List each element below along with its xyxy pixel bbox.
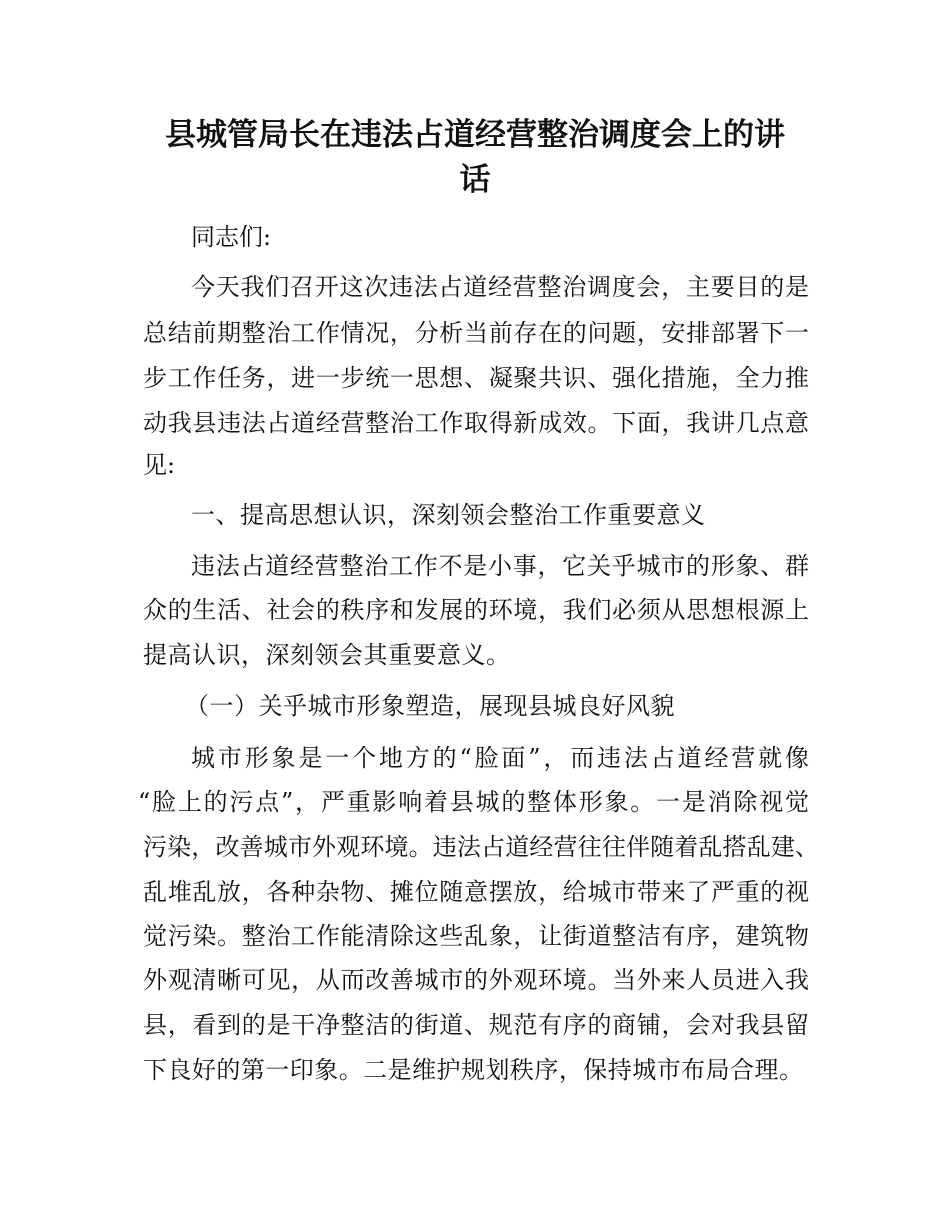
paragraph-3-line: 觉污染。整治工作能清除这些乱象，让街道整洁有序，建筑物	[143, 922, 809, 950]
paragraph-3-line: 下良好的第一印象。二是维护规划秩序，保持城市布局合理。	[143, 1056, 803, 1084]
section-heading-1: 一、提高思想认识，深刻领会整治工作重要意义	[191, 501, 706, 529]
paragraph-2-line: 提高认识，深刻领会其重要意义。	[143, 641, 511, 669]
paragraph-1-line: 见:	[143, 451, 176, 479]
paragraph-3-line: 外观清晰可见，从而改善城市的外观环境。当外来人员进入我	[143, 966, 809, 994]
paragraph-1-line: 总结前期整治工作情况，分析当前存在的问题，安排部署下一	[143, 319, 809, 347]
paragraph-1-line: 今天我们召开这次违法占道经营整治调度会，主要目的是	[191, 273, 809, 301]
paragraph-1-line: 动我县违法占道经营整治工作取得新成效。下面，我讲几点意	[143, 409, 809, 437]
paragraph-3-line: 县，看到的是干净整洁的街道、规范有序的商铺，会对我县留	[143, 1011, 809, 1039]
document-title-line-1: 县城管局长在违法占道经营整治调度会上的讲	[165, 117, 785, 153]
paragraph-3-line: 城市形象是一个地方的“脸面”，而违法占道经营就像	[191, 744, 809, 772]
paragraph-2-line: 众的生活、社会的秩序和发展的环境，我们必须从思想根源上	[143, 596, 809, 624]
paragraph-1-line: 步工作任务，进一步统一思想、凝聚共识、强化措施，全力推	[143, 364, 809, 392]
paragraph-3-line: “脸上的污点”，严重影响着县城的整体形象。一是消除视觉	[138, 788, 809, 816]
document-title-line-2: 话	[459, 162, 491, 198]
paragraph-2-line: 违法占道经营整治工作不是小事，它关乎城市的形象、群	[191, 552, 809, 580]
paragraph-3-line: 乱堆乱放，各种杂物、摊位随意摆放，给城市带来了严重的视	[143, 878, 809, 906]
subsection-heading-1: （一）关乎城市形象塑造，展现县城良好风貌	[185, 692, 675, 720]
paragraph-3-line: 污染，改善城市外观环境。违法占道经营往往伴随着乱搭乱建、	[143, 833, 819, 861]
salutation: 同志们:	[191, 223, 272, 251]
